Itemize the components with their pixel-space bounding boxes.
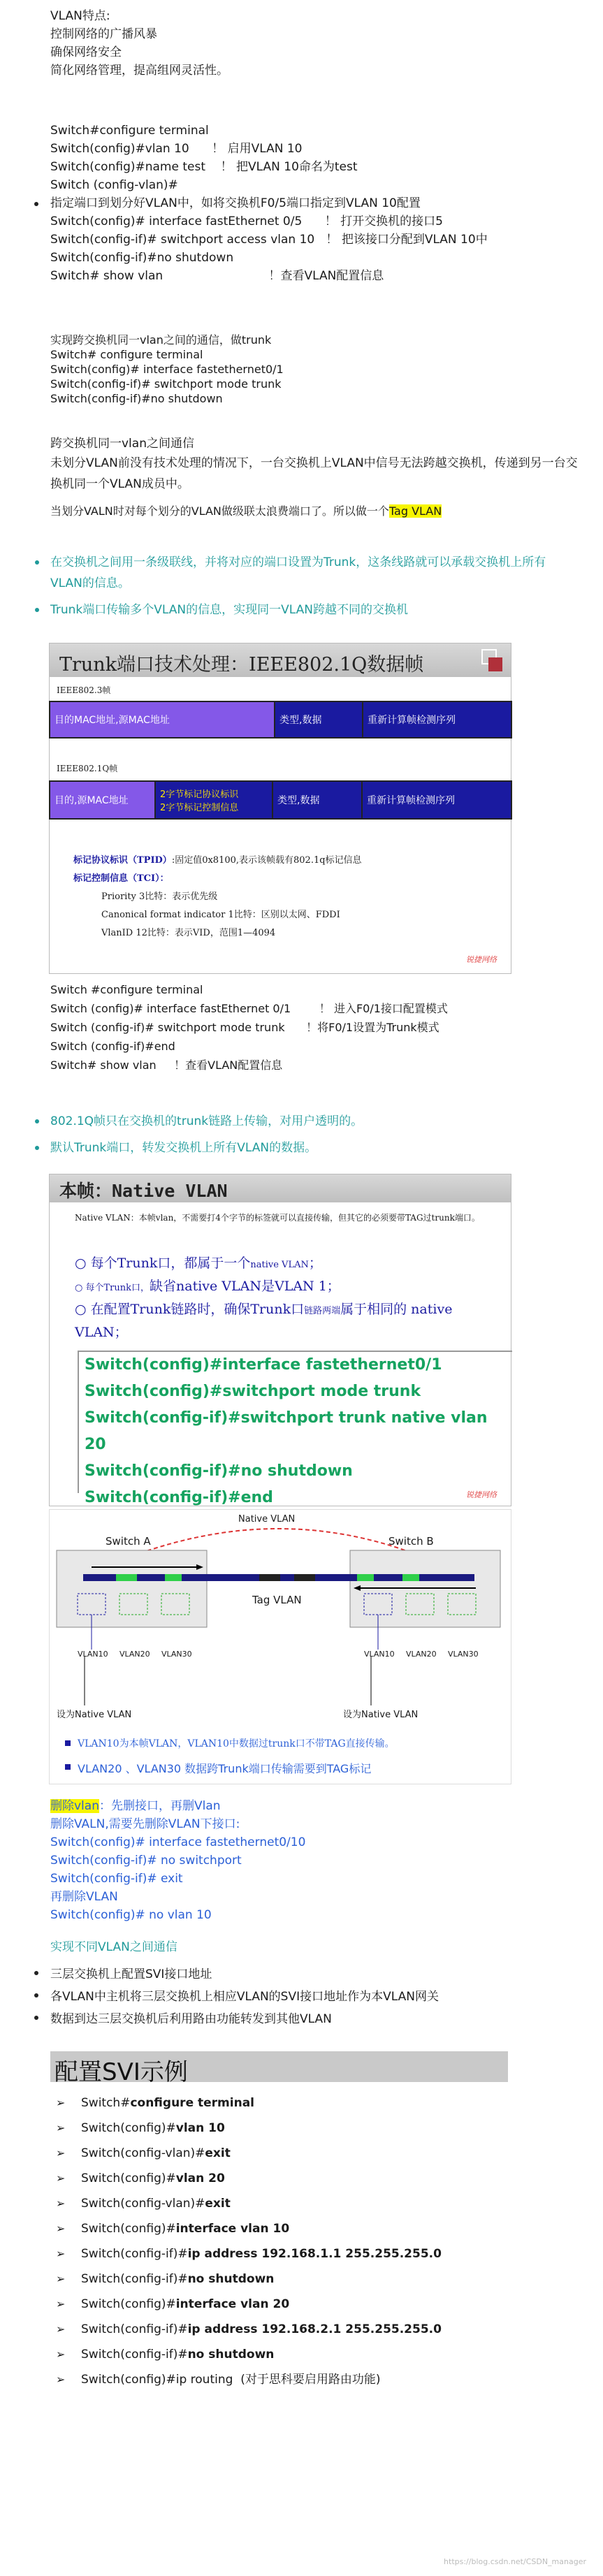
tag-vlan-text: 当划分VALN时对每个划分的VLAN做级联太浪费端口了。所以做一个 bbox=[50, 504, 389, 518]
teal-bullet: 802.1Q帧只在交换机的trunk链路上传输，对用户透明的。 bbox=[50, 1111, 581, 1132]
cmd-line: Switch (config-vlan)# bbox=[50, 178, 178, 192]
cmd-line: Switch(config)#vlan 10 ！ 启用VLAN 10 bbox=[50, 142, 303, 156]
cmd-line: Switch(config-if)# exit bbox=[50, 1872, 183, 1886]
native-bullet: ○ 在配置Trunk链路时，确保Trunk口链路两端属于相同的 native VLAN； bbox=[75, 1302, 453, 1340]
svi-prompt: Switch(config-if)# bbox=[81, 2272, 188, 2286]
slide-8021q bbox=[49, 643, 511, 974]
label-native: Native VLAN bbox=[238, 1514, 296, 1525]
svi-prompt: Switch(config-vlan)# bbox=[81, 2146, 205, 2160]
cmd-line: Switch (config)# interface fastEthernet 0/1 ！ 进入F0/1接口配置模式 bbox=[50, 1002, 448, 1015]
field-type-data: 类型,数据 bbox=[274, 701, 363, 738]
vlan-create-commands bbox=[50, 122, 581, 285]
bullet-item: 三层交换机上配置SVI接口地址 bbox=[50, 1963, 588, 1986]
frame-label: IEEE802.1Q帧 bbox=[57, 764, 118, 773]
native-cmds bbox=[79, 1352, 512, 1511]
teal-bullet: 默认Trunk端口，转发交换机上所有VLAN的数据。 bbox=[50, 1137, 581, 1158]
svi-row bbox=[56, 2116, 545, 2141]
diagram-note: VLAN20 、VLAN30 数据跨Trunk端口传输需要到TAG标记 bbox=[78, 1762, 372, 1775]
field-fcs: 重新计算帧检测序列 bbox=[361, 780, 512, 820]
native-cmd-line: Switch(config)#switchport mode trunk bbox=[85, 1383, 421, 1400]
svi-cmd: exit bbox=[205, 2197, 231, 2211]
native-cmd-line: Switch(config)#interface fastethernet0/1 bbox=[85, 1356, 442, 1374]
svi-prompt: Switch(config-if)# bbox=[81, 2247, 188, 2261]
trunk-heading: 实现跨交换机同一vlan之间的通信，做trunk bbox=[50, 333, 272, 347]
native-bullet: ○ 每个Trunk口，缺省native VLAN是VLAN 1； bbox=[75, 1279, 340, 1294]
field-type-data: 类型,数据 bbox=[272, 780, 363, 820]
dot1q-bullets bbox=[50, 1111, 581, 1158]
feature-item: 简化网络管理，提高组网灵活性。 bbox=[50, 64, 228, 78]
note-text: Canonical format indicator 1比特：区别以太网、FDDI bbox=[101, 910, 340, 920]
feature-item: 控制网络的广播风暴 bbox=[50, 27, 157, 41]
svi-row bbox=[56, 2166, 545, 2191]
native-intro: Native VLAN：本帧vlan，不需要打4个字节的标签就可以直接传输，但其它的必须要带TAG过trunk端口。 bbox=[75, 1213, 480, 1223]
note-text: Priority 3比特：表示优先级 bbox=[101, 892, 218, 902]
cross-switch-section bbox=[50, 435, 588, 521]
watermark: https://blog.csdn.net/CSDN_manager bbox=[444, 2557, 586, 2566]
cmd-line: Switch (config-if)#end bbox=[50, 1040, 175, 1053]
bullet-text: 每个Trunk口， bbox=[85, 1283, 150, 1293]
inter-vlan-section bbox=[50, 1938, 588, 2030]
teal-bullet: Trunk端口传输多个VLAN的信息，实现同一VLAN跨越不同的交换机 bbox=[50, 599, 567, 620]
svi-prompt: Switch(config)# bbox=[81, 2171, 176, 2185]
label-vlan20-b: VLAN20 bbox=[406, 1650, 437, 1659]
label-vlan30-a: VLAN30 bbox=[161, 1650, 192, 1659]
svi-cmd: vlan 10 bbox=[175, 2121, 225, 2135]
note-key: 标记协议标识（TPID） bbox=[73, 855, 172, 866]
svi-row bbox=[56, 2292, 545, 2317]
svi-title: 配置SVI示例 bbox=[55, 2058, 188, 2086]
tag-tci: 2字节标记控制信息 bbox=[160, 803, 239, 813]
tag-vlan-line bbox=[50, 502, 588, 521]
delete-vlan-section bbox=[50, 1797, 581, 1924]
cmd-line: Switch(config-if)# switchport access vlan 10 ！ 把该接口分配到VLAN 10中 bbox=[50, 233, 488, 247]
native-cmd-line: Switch(config-if)#switchport trunk native vlan 20 bbox=[85, 1409, 488, 1453]
slide-title: Trunk端口技术处理：IEEE802.1Q数据帧 bbox=[59, 654, 424, 676]
cmd-line: Switch(config-if)#no shutdown bbox=[50, 251, 234, 265]
svi-row bbox=[56, 2266, 545, 2292]
native-cmd-line: Switch(config-if)#end bbox=[85, 1489, 273, 1506]
svi-title-band bbox=[50, 2051, 508, 2086]
bullet-text: 缺省native VLAN是VLAN 1； bbox=[150, 1279, 340, 1294]
bullet-text: native VLAN bbox=[250, 1260, 309, 1270]
svi-row bbox=[56, 2367, 545, 2392]
section-title: 跨交换机同一vlan之间通信 bbox=[50, 437, 194, 451]
label-tag-vlan: Tag VLAN bbox=[252, 1594, 302, 1606]
tag-vlan-highlight: Tag VLAN bbox=[388, 504, 442, 518]
note-text: :固定值0x8100,表示该帧载有802.1q标记信息 bbox=[171, 855, 362, 866]
bullet-item: 各VLAN中主机将三层交换机上相应VLAN的SVI接口地址作为本VLAN网关 bbox=[50, 1986, 588, 2008]
field-mac: 目的,源MAC地址 bbox=[49, 780, 156, 820]
field-fcs: 重新计算帧检测序列 bbox=[362, 701, 512, 738]
label-set-native-b: 设为Native VLAN bbox=[343, 1710, 419, 1720]
delete-vlan-highlight: 删除vlan bbox=[50, 1799, 99, 1813]
native-vlan-diagram bbox=[49, 1509, 511, 1784]
teal-bullet: 在交换机之间用一条级联线，并将对应的端口设置为Trunk，这条线路就可以承载交换机上所有VLAN的信息。 bbox=[50, 552, 567, 594]
svi-row bbox=[56, 2317, 545, 2342]
slide-title: 本帧：Native VLAN bbox=[59, 1181, 228, 1201]
slide-title-band bbox=[50, 1174, 511, 1202]
svi-prompt: Switch(config)# bbox=[81, 2121, 176, 2135]
svi-row bbox=[56, 2191, 545, 2216]
ruijie-logo: 锐捷网络 bbox=[466, 955, 497, 964]
cmd-line: Switch(config-if)#no shutdown bbox=[50, 392, 223, 405]
bullet-text: 在配置Trunk链路时，确保Trunk口 bbox=[90, 1302, 305, 1317]
diagram-note: VLAN10为本帧VLAN，VLAN10中数据过trunk口不带TAG直接传输。 bbox=[78, 1738, 395, 1749]
corner-deco-icon bbox=[481, 649, 502, 671]
svi-prompt: Switch(config)# bbox=[81, 2297, 176, 2311]
svi-prompt: Switch(config-if)# bbox=[81, 2322, 188, 2336]
label-switch-a: Switch A bbox=[106, 1535, 151, 1548]
cmd-line: Switch(config)# no vlan 10 bbox=[50, 1908, 212, 1922]
slide-title-band bbox=[50, 643, 511, 677]
cmd-line: Switch(config-if)# no switchport bbox=[50, 1854, 242, 1868]
frame-label: IEEE802.3帧 bbox=[57, 685, 111, 695]
svi-prompt: Switch(config-vlan)# bbox=[81, 2197, 205, 2211]
label-vlan30-b: VLAN30 bbox=[448, 1650, 479, 1659]
native-bullet: ○ 每个Trunk口，都属于一个native VLAN； bbox=[75, 1256, 322, 1271]
svi-cmd: ip address 192.168.1.1 255.255.255.0 bbox=[187, 2247, 442, 2261]
svi-prompt: Switch# bbox=[81, 2096, 131, 2110]
cmd-line: Switch(config-if)# switchport mode trunk bbox=[50, 377, 282, 391]
cmd-line: Switch# configure terminal bbox=[50, 348, 203, 361]
svi-row bbox=[56, 2342, 545, 2367]
cmd-line: Switch(config)# interface fastEthernet 0/5 ！ 打开交换机的接口5 bbox=[50, 214, 443, 228]
cmd-line: Switch(config)# interface fastethernet0/10 bbox=[50, 1835, 306, 1849]
cmd-line: 再删除VLAN bbox=[50, 1890, 118, 1904]
tag-notes bbox=[73, 852, 362, 943]
label-vlan10-a: VLAN10 bbox=[78, 1650, 108, 1659]
bullet-text: 每个Trunk口，都属于一个 bbox=[90, 1256, 251, 1271]
trunk-bullets bbox=[50, 552, 567, 620]
cmd-line: Switch(config)# interface fastethernet0/1 bbox=[50, 363, 284, 376]
svi-cmd: interface vlan 20 bbox=[175, 2297, 290, 2311]
cmd-line: Switch(config)#name test ！ 把VLAN 10命名为test bbox=[50, 160, 358, 174]
svi-cmd: configure terminal bbox=[130, 2096, 254, 2110]
ruijie-logo: 锐捷网络 bbox=[466, 1490, 497, 1499]
cmd-line: Switch# show vlan ！查看VLAN配置信息 bbox=[50, 269, 384, 283]
cmd-line: Switch# show vlan ！查看VLAN配置信息 bbox=[50, 1058, 283, 1072]
cmd-line: 删除VALN,需要先删除VLAN下接口: bbox=[50, 1817, 240, 1831]
slide-native-vlan bbox=[49, 1174, 511, 1506]
svi-row bbox=[56, 2090, 545, 2116]
field-tag bbox=[154, 780, 273, 820]
label-switch-b: Switch B bbox=[388, 1535, 434, 1548]
svi-row bbox=[56, 2141, 545, 2166]
svi-cmd: interface vlan 10 bbox=[175, 2222, 290, 2236]
trunk-port-commands bbox=[50, 980, 581, 1075]
svi-cmd: vlan 20 bbox=[175, 2171, 225, 2185]
svi-prompt: Switch(config)# bbox=[81, 2373, 176, 2387]
features-title: VLAN特点: bbox=[50, 9, 110, 23]
cmd-line: Switch (config-if)# switchport mode trunk ！将F0/1设置为Trunk模式 bbox=[50, 1021, 439, 1034]
svi-cmd: ip routing (对于思科要启用路由功能) bbox=[175, 2373, 381, 2387]
svi-commands bbox=[56, 2090, 545, 2392]
bullet-assign-port: 指定端口到划分好VLAN中，如将交换机F0/5端口指定到VLAN 10配置 bbox=[50, 194, 581, 212]
svi-row bbox=[56, 2216, 545, 2241]
bullet-text: 属于相同的 native VLAN； bbox=[75, 1302, 453, 1340]
tag-tpid: 2字节标记协议标识 bbox=[160, 789, 239, 800]
note-key: 标记控制信息（TCI）： bbox=[73, 873, 169, 884]
section-title: 实现不同VLAN之间通信 bbox=[50, 1940, 177, 1954]
bullet-item: 数据到达三层交换机后利用路由功能转发到其他VLAN bbox=[50, 2008, 588, 2030]
label-vlan20-a: VLAN20 bbox=[119, 1650, 150, 1659]
svi-cmd: no shutdown bbox=[187, 2272, 275, 2286]
svi-cmd: ip address 192.168.2.1 255.255.255.0 bbox=[187, 2322, 442, 2336]
feature-item: 确保网络安全 bbox=[50, 45, 122, 59]
trunk-commands bbox=[50, 333, 581, 406]
field-mac: 目的MAC地址,源MAC地址 bbox=[49, 701, 275, 738]
cmd-line: Switch#configure terminal bbox=[50, 124, 209, 138]
svi-row bbox=[56, 2241, 545, 2266]
svi-cmd: exit bbox=[205, 2146, 231, 2160]
svi-prompt: Switch(config)# bbox=[81, 2222, 176, 2236]
section-paragraph: 未划分VLAN前没有技术处理的情况下，一台交换机上VLAN中信号无法跨越交换机，传递到另一台交换机同一个VLAN成员中。 bbox=[50, 456, 578, 491]
label-set-native-a: 设为Native VLAN bbox=[57, 1710, 132, 1720]
label-vlan10-b: VLAN10 bbox=[364, 1650, 395, 1659]
cmd-line: Switch #configure terminal bbox=[50, 983, 203, 996]
svi-prompt: Switch(config-if)# bbox=[81, 2348, 188, 2362]
note-text: VlanID 12比特：表示VID，范围1—4094 bbox=[101, 928, 276, 938]
bullet-text: 链路两端 bbox=[304, 1306, 341, 1316]
native-cmd-line: Switch(config-if)#no shutdown bbox=[85, 1462, 353, 1480]
bullet-text: ； bbox=[308, 1256, 322, 1271]
native-bullets bbox=[75, 1253, 494, 1343]
delete-vlan-title bbox=[50, 1797, 581, 1815]
vlan-features bbox=[50, 7, 581, 80]
svi-cmd: no shutdown bbox=[187, 2348, 275, 2362]
delete-vlan-note: ：先删接口，再删Vlan bbox=[99, 1799, 221, 1813]
